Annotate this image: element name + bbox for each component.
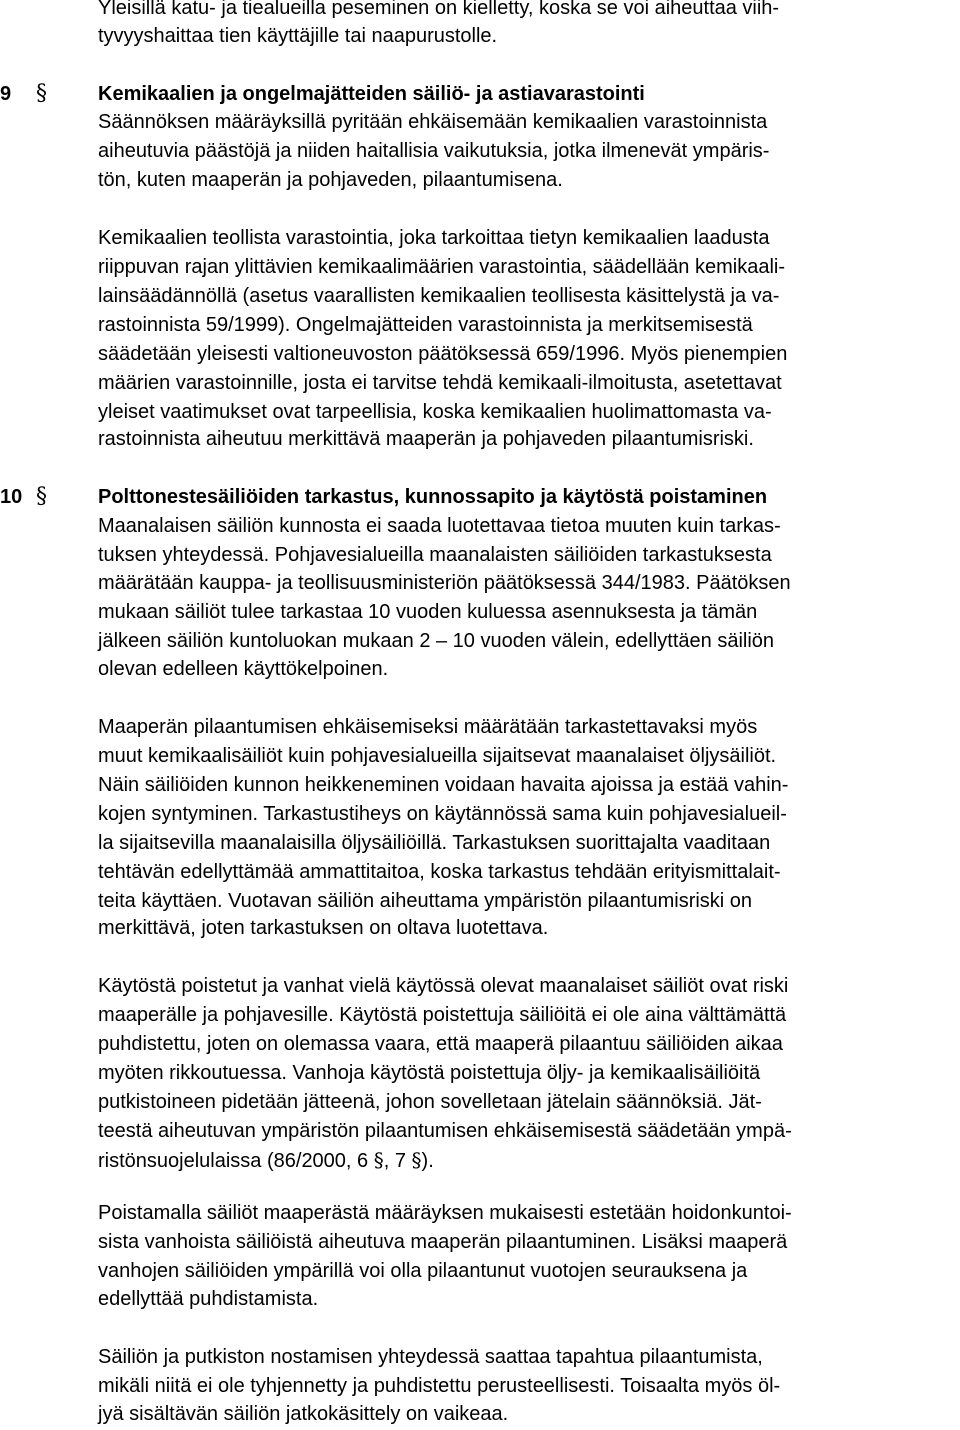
section-10-para1-line: mukaan säiliöt tulee tarkastaa 10 vuoden kuluessa asennuksesta ja tämän xyxy=(98,601,758,623)
section-9-para1-line: Säännöksen määräyksillä pyritään ehkäisemään kemikaalien varastoinnista xyxy=(98,111,768,133)
section-10-para2-line: muut kemikaalisäiliöt kuin pohjavesialueilla sijaitsevat maanalaiset öljysäiliöt. xyxy=(98,745,777,767)
section-9-para2-line: lainsäädännöllä (asetus vaarallisten kemikaalien teollisesta käsittelystä ja va- xyxy=(98,285,780,307)
section-10-para2-line: la sijaitsevilla maanalaisilla öljysäiliöillä. Tarkastuksen suorittajalta vaaditaan xyxy=(98,832,771,854)
section-9-para2-line: rastoinnista aiheutuu merkittävä maaperän ja pohjaveden pilaantumisriski. xyxy=(98,428,754,450)
section-10-para1-line: määrätään kauppa- ja teollisuusministeriön päätöksessä 344/1983. Päätöksen xyxy=(98,572,791,594)
section-9-para2-line: määrien varastoinnille, josta ei tarvitse tehdä kemikaali-ilmoitusta, asetettavat xyxy=(98,372,782,394)
section-9-number: 9 xyxy=(0,83,12,105)
section-10-heading: Polttonestesäiliöiden tarkastus, kunnossapito ja käytöstä poistaminen xyxy=(98,486,768,508)
section-10-para4-line: edellyttää puhdistamista. xyxy=(98,1288,319,1310)
section-10-para1-line: Maanalaisen säiliön kunnosta ei saada luotettavaa tietoa muuten kuin tarkas- xyxy=(98,515,781,537)
section-9-heading: Kemikaalien ja ongelmajätteiden säiliö- ja astiavarastointi xyxy=(98,83,645,105)
section-10-para2-line: tehtävän edellyttämää ammattitaitoa, koska tarkastus tehdään erityismittalait- xyxy=(98,861,781,883)
section-symbol-icon: § xyxy=(36,81,47,106)
section-10-para1-line: olevan edelleen käyttökelpoinen. xyxy=(98,658,389,680)
section-10-para4-line: Poistamalla säiliöt maaperästä määräyksen mukaisesti estetään hoidonkuntoi- xyxy=(98,1202,792,1224)
section-10-para3-line: teestä aiheutuvan ympäristön pilaantumisen ehkäisemisestä säädetään ympä- xyxy=(98,1120,792,1142)
para3-last-suffix: ). xyxy=(421,1150,434,1172)
section-10-para4-line: vanhojen säiliöiden ympärillä voi olla pilaantunut vuotojen seurauksena ja xyxy=(98,1260,748,1282)
section-10-para5-line: mikäli niitä ei ole tyhjennetty ja puhdistettu perusteellisesti. Toisaalta myös öl- xyxy=(98,1375,781,1397)
section-10-para3-line: maaperälle ja pohjavesille. Käytöstä poistettuja säiliöitä ei ole aina välttämättä xyxy=(98,1004,787,1026)
section-10-para3-line: putkistoineen pidetään jätteenä, johon sovelletaan jätelain säännöksiä. Jät- xyxy=(98,1091,762,1113)
section-9-para1-line: aiheutuvia päästöjä ja niiden haitallisia vaikutuksia, jotka ilmenevät ympäris- xyxy=(98,140,770,162)
section-10-para2-line: teita käyttäen. Vuotavan säiliön aiheuttama ympäristön pilaantumisriski on xyxy=(98,890,753,912)
section-10-para2-line: kojen syntyminen. Tarkastustiheys on käytännössä sama kuin pohjavesialueil- xyxy=(98,803,787,825)
intro-line-2: tyvyyshaittaa tien käyttäjille tai naapurustolle. xyxy=(98,25,498,47)
para3-last-prefix: ristönsuojelulaissa (86/2000, 6 xyxy=(98,1150,374,1172)
section-10-para5-line: Säiliön ja putkiston nostamisen yhteydessä saattaa tapahtua pilaantumista, xyxy=(98,1346,763,1368)
section-10-para2-line: Näin säiliöiden kunnon heikkeneminen voidaan havaita ajoissa ja estää vahin- xyxy=(98,774,789,796)
section-10-para3-last-line xyxy=(98,1146,434,1175)
section-10-number: 10 xyxy=(0,486,23,508)
section-9-para2-line: Kemikaalien teollista varastointia, joka tarkoittaa tietyn kemikaalien laadusta xyxy=(98,227,770,249)
section-9-para2-line: rastoinnista 59/1999). Ongelmajätteiden varastoinnista ja merkitsemisestä xyxy=(98,314,753,336)
section-10-para3-line: puhdistettu, joten on olemassa vaara, että maaperä pilaantuu säiliöiden aikaa xyxy=(98,1033,783,1055)
para3-last-mid: , 7 xyxy=(383,1150,412,1172)
section-10-para4-line: sista vanhoista säiliöistä aiheutuva maaperän pilaantuminen. Lisäksi maaperä xyxy=(98,1231,788,1253)
section-10-para3-line: myöten rikkoutuessa. Vanhoja käytöstä poistettuja öljy- ja kemikaalisäiliöitä xyxy=(98,1062,761,1084)
section-10-para2-line: Maaperän pilaantumisen ehkäisemiseksi määrätään tarkastettavaksi myös xyxy=(98,716,758,738)
section-symbol-icon: § xyxy=(373,1148,384,1172)
section-9-para2-line: yleiset vaatimukset ovat tarpeellisia, koska kemikaalien huolimattomasta va- xyxy=(98,401,772,423)
section-10-para1-line: tuksen yhteydessä. Pohjavesialueilla maanalaisten säiliöiden tarkastuksesta xyxy=(98,544,772,566)
section-symbol-icon: § xyxy=(411,1148,422,1172)
section-9-para2-line: säädetään yleisesti valtioneuvoston päätöksessä 659/1996. Myös pienempien xyxy=(98,343,788,365)
intro-line-1: Yleisillä katu- ja tiealueilla peseminen on kielletty, koska se voi aiheuttaa viih- xyxy=(98,0,780,19)
section-10-para2-line: merkittävä, joten tarkastuksen on oltava luotettava. xyxy=(98,917,549,939)
section-10-para1-line: jälkeen säiliön kuntoluokan mukaan 2 – 10 vuoden välein, edellyttäen säiliön xyxy=(98,630,775,652)
section-symbol-icon: § xyxy=(36,484,47,509)
section-9-para1-line: tön, kuten maaperän ja pohjaveden, pilaantumisena. xyxy=(98,169,563,191)
section-10-para5-line: jyä sisältävän säiliön jatkokäsittely on vaikeaa. xyxy=(98,1403,509,1425)
section-10-para3-line: Käytöstä poistetut ja vanhat vielä käytössä olevat maanalaiset säiliöt ovat riski xyxy=(98,975,789,997)
section-9-para2-line: riippuvan rajan ylittävien kemikaalimäärien varastointia, säädellään kemikaali- xyxy=(98,256,786,278)
